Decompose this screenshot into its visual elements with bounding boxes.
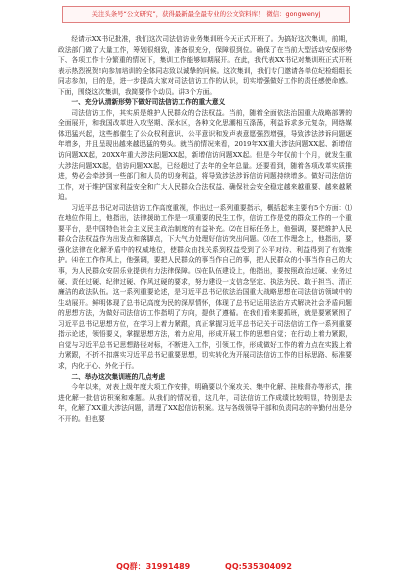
document-body: [58, 34, 352, 424]
section-1-paragraph-1: 司法信访工作，其实质是维护人民群众的合法权益。当前，随着全面依法治国重大战略部署的全面展开，和我国改革进入攻坚期、深水区，各种文化思潮相互涤荡，利益诉求多元复杂，网络媒体迅猛兴起，这些都催生了公众权利意识、公平意识和发声表意愿强烈增强，导致涉法涉诉问题逐年增多，并且呈现出越来越迅猛的势头。就当前情况来看，2019年XX重大涉法问题XX起、新增信访问题XX起，20XX年重大涉法问题XX起，新增信访问题XX起。但是今年仅前十个月，就发生重大涉法问题XX起，信访问题XX起，已经超过了去年的全年总量。还要看到，随着各项改革实质推进，势必会牵涉到一些部门和人员的切身利益，将导致涉法涉诉信访问题持续增多。做好司法信访工作，对于维护国家利益安全和广大人民群众合法权益、确保社会安全稳定越来越重要、越来越紧迫。: [58, 108, 352, 202]
contact-footer: [0, 560, 408, 574]
section-2-paragraph-1: 今年以来，对表上级年度大项工作安排，明确要以个案攻关、集中化解、挂账督办等形式，推进化解一批信访积案和难题。从我们的情况看，这几年，司法信访工作成绩比较明显，特别是去年，化解了XX重大涉法问题，清理了XX起信访积案。这与各级领导干部和负责同志的辛勤付出是分不开的。但也要: [58, 383, 352, 423]
promo-banner: 关注头条号“公文研究”，获得最新最全最专业的公文资料库！ 微信：gongwenyj: [62, 6, 350, 23]
qq-group-number: QQ群：31991489: [116, 562, 191, 571]
section-heading-1: 一、充分认清新形势下做好司法信访工作的重大意义: [71, 98, 226, 107]
intro-paragraph: 经请示XX书记批准，我们这次司法信访业务集训班今天正式开班了。为搞好这次集训，前期，政法部门做了大量工作，筹划很细致，准备很充分，保障很到位。确保了在当前大型活动安保形势下、各项工作十分繁重的情况下，集训工作能够如期展开。在此，我代表XX书记对集训班正式开班表示热烈祝贺!向参加培训的全体同志致以诚挚的问候。这次集训，我们专门邀请各单位纪检组组长同志参加，目的是，进一步提高大家对司法信访工作的认识，切实增强做好工作的责任感使命感。下面，围绕这次集训，我简要作个动员。讲3个方面。: [58, 35, 352, 96]
qq-number: QQ:535304092: [225, 562, 292, 571]
section-heading-2: 二、举办这次集训班的几点考虑: [71, 372, 166, 381]
section-1-paragraph-2: 习近平总书记对司法信访工作高度重视，作出过一系列重要指示，概括起来主要有5个方面：⑴在地位作用上，他指出，法律援助工作是一项重要的民生工作，信访工作是党的群众工作的一个重要平台，是中国特色社会主义民主政治制度的有益补充。⑵在目标任务上，他强调，要把维护人民群众合法权益作为出发点和落脚点，下大气力处理好信访突出问题。⑶在工作理念上，他指出，要强化法律在化解矛盾中的权威地位，使群众由找关系到权益受到了公平对待、利益得到了有效维护。⑷在工作作风上，他强调，要把人民群众的事当作自己的事，把人民群众的小事当作自己的大事，为人民群众安居乐业提供有力法律保障。⑸在队伍建设上，他指出，要按照政治过硬、业务过硬、责任过硬、纪律过硬、作风过硬的要求，努力建设一支信念坚定、执法为民、敢于担当、清正廉洁的政法队伍。这一系列重要论述，是习近平总书记依法治国重大战略思想在司法信访领域中的生动展开。鲜明体现了总书记高度为民的深厚情怀，体现了总书记运用法治方式解决社会矛盾问题的思想方法，为做好司法信访工作指明了方向，提供了遵循。在我们看来要抓班，就是要紧紧围了习近平总书记思想方位，在学习上着力紧跟，真正掌握习近平总书记关于司法信访工作一系列重要指示论述，领悟要义，掌握思想方法，着力应用，形成开展工作的思想自觉；在行动上着力紧跟，自觉与习近平总书记思想路径对标，不断进入工作，引领工作，形成做好工作的着力点在实践上着力紧跟，不折不扣落实习近平总书记重要思想，切实转化为开展司法信访工作的目标思路、标准要求，内化于心、外化于行。: [58, 203, 352, 370]
